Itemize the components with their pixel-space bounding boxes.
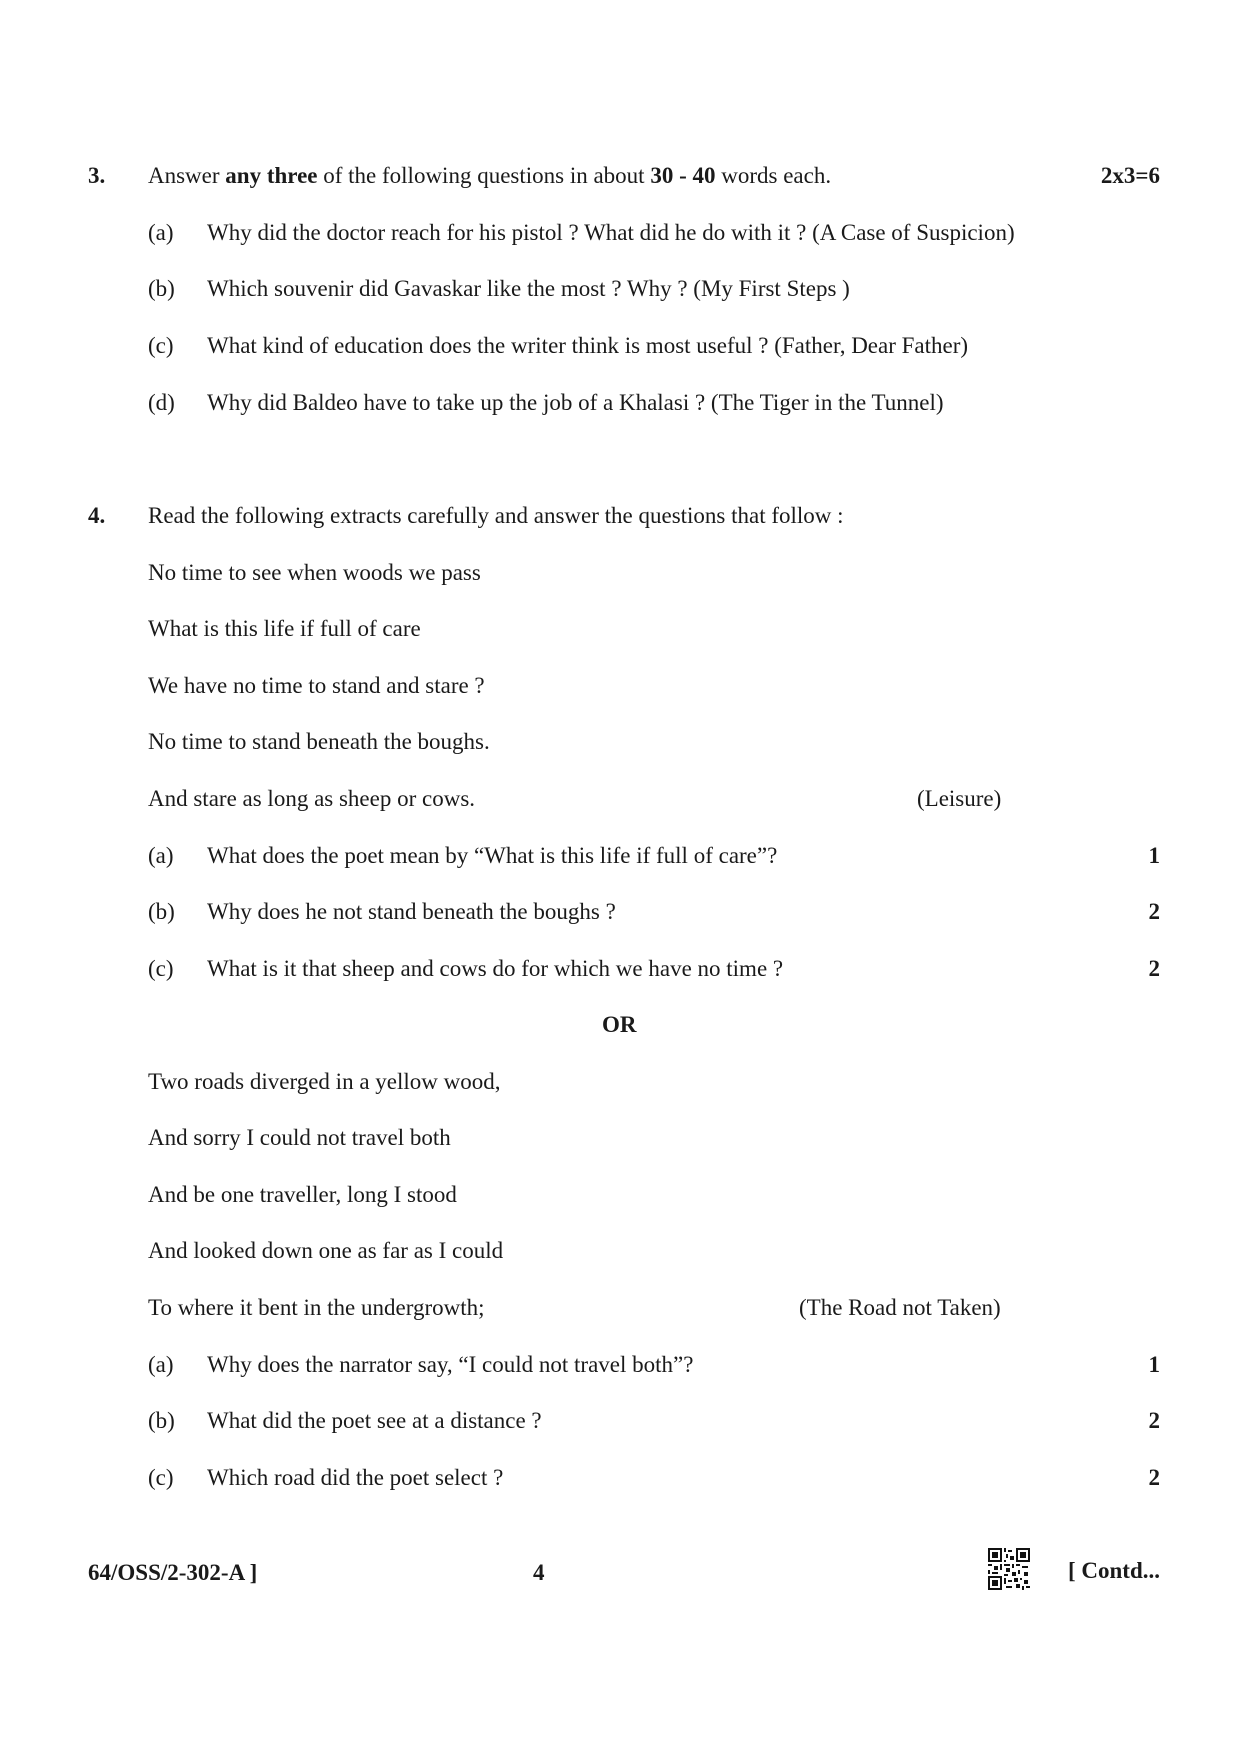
question-4-1c-marks: 2 (1148, 956, 1160, 981)
extract-1-line: What is this life if full of care (148, 616, 421, 641)
question-3a-text: Why did the doctor reach for his pistol ? What did he do with it ? (A Case of Suspicion) (207, 220, 1015, 245)
instruction-text: of the following questions in about (317, 163, 651, 188)
qr-code-icon (988, 1548, 1030, 1590)
extract-1-line: No time to see when woods we pass (148, 560, 481, 585)
question-4-2a-text: Why does the narrator say, “I could not travel both”? (207, 1352, 694, 1377)
question-4-2b-marks: 2 (1148, 1408, 1160, 1433)
extract-2-line: And sorry I could not travel both (148, 1125, 451, 1150)
question-4-1b-label: (b) (148, 899, 175, 924)
question-3c-text: What kind of education does the writer think is most useful ? (Father, Dear Father) (207, 333, 969, 358)
question-4-2b-text: What did the poet see at a distance ? (207, 1408, 542, 1433)
question-3a-label: (a) (148, 220, 174, 245)
extract-1-line: No time to stand beneath the boughs. (148, 729, 490, 754)
extract-2-line: To where it bent in the undergrowth; (148, 1295, 485, 1320)
question-3c-label: (c) (148, 333, 174, 358)
question-4-2a-marks: 1 (1148, 1352, 1160, 1377)
paper-code: 64/OSS/2-302-A ] (88, 1560, 258, 1585)
question-4-1b-marks: 2 (1148, 899, 1160, 924)
continued-marker: [ Contd... (1067, 1558, 1160, 1583)
question-3-marks: 2x3=6 (1100, 163, 1160, 188)
question-4-1c-text: What is it that sheep and cows do for which we have no time ? (207, 956, 784, 981)
extract-1-line: And stare as long as sheep or cows. (148, 786, 476, 811)
extract-2-source: (The Road not Taken) (799, 1295, 1001, 1320)
question-4-1c-label: (c) (148, 956, 174, 981)
instruction-emphasis: any three (225, 163, 318, 188)
extract-2-line: And be one traveller, long I stood (148, 1182, 457, 1207)
question-3d-label: (d) (148, 390, 175, 415)
or-separator: OR (602, 1012, 637, 1037)
question-3-instruction (148, 163, 831, 189)
question-4-2c-marks: 2 (1148, 1465, 1160, 1490)
question-3-number: 3. (88, 163, 106, 188)
question-3d-text: Why did Baldeo have to take up the job of a Khalasi ? (The Tiger in the Tunnel) (207, 390, 944, 415)
question-4-instruction: Read the following extracts carefully and answer the questions that follow : (148, 503, 844, 528)
question-4-2c-label: (c) (148, 1465, 174, 1490)
question-3b-label: (b) (148, 276, 175, 301)
extract-1-line: We have no time to stand and stare ? (148, 673, 485, 698)
question-4-1a-label: (a) (148, 843, 174, 868)
extract-1-source: (Leisure) (917, 786, 1002, 811)
question-4-1a-marks: 1 (1148, 843, 1160, 868)
question-4-2b-label: (b) (148, 1408, 175, 1433)
question-4-number: 4. (88, 503, 106, 528)
extract-2-line: Two roads diverged in a yellow wood, (148, 1069, 501, 1094)
instruction-text: Answer (148, 163, 226, 188)
question-4-2a-label: (a) (148, 1352, 174, 1377)
question-4-1b-text: Why does he not stand beneath the boughs ? (207, 899, 616, 924)
extract-2-line: And looked down one as far as I could (148, 1238, 504, 1263)
word-limit: 30 - 40 (650, 163, 716, 188)
page-number: 4 (533, 1560, 545, 1585)
instruction-text: words each. (715, 163, 832, 188)
question-3b-text: Which souvenir did Gavaskar like the most ? Why ? (My First Steps ) (207, 276, 850, 301)
question-4-2c-text: Which road did the poet select ? (207, 1465, 504, 1490)
question-4-1a-text: What does the poet mean by “What is this life if full of care”? (207, 843, 778, 868)
